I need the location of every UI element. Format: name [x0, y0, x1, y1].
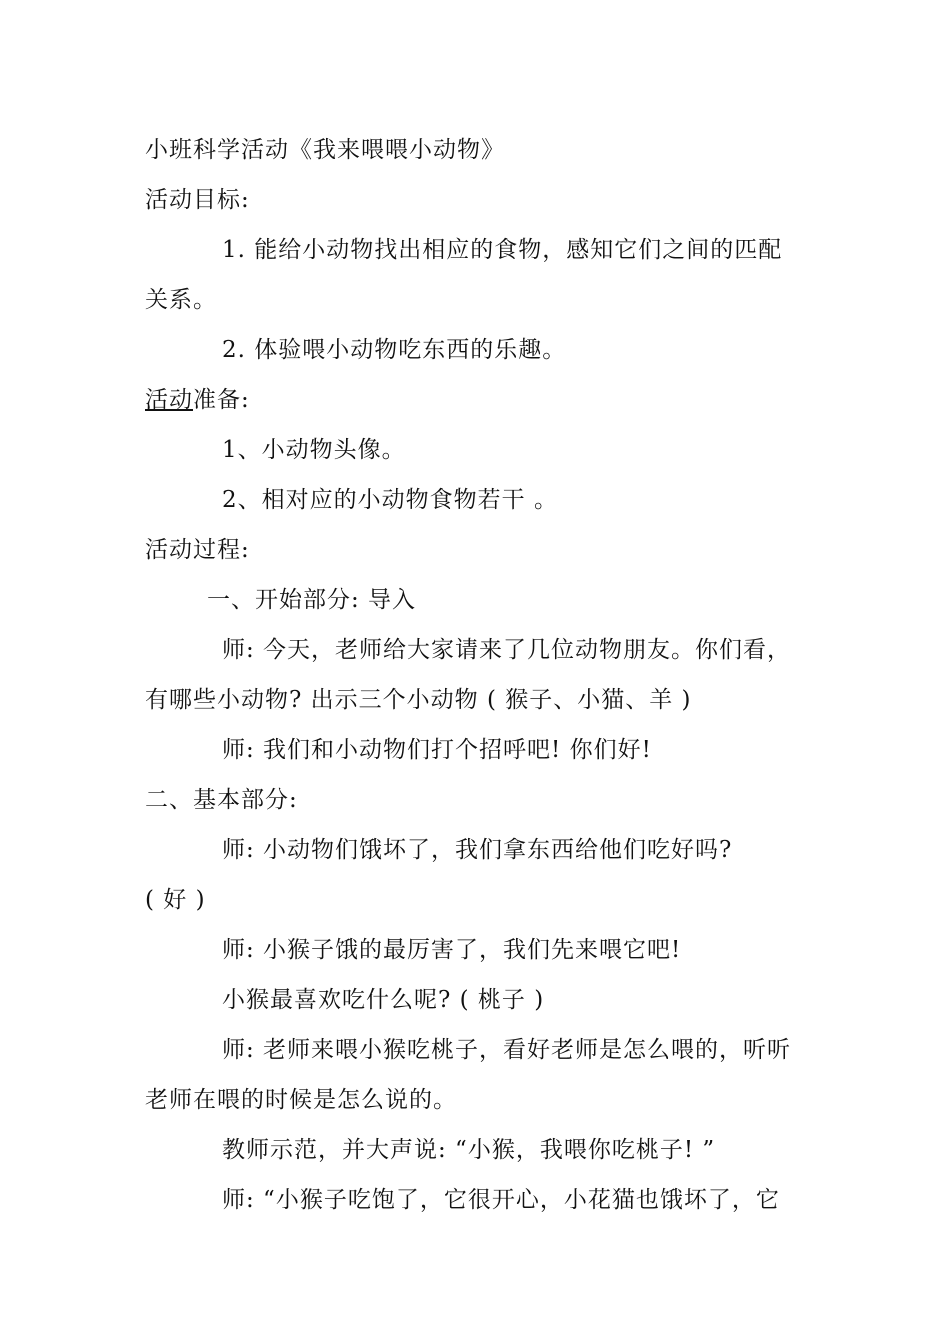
paragraph-5: 小猴最喜欢吃什么呢? ( 桃子 )	[222, 987, 545, 1013]
paragraph-8: 师: “小猴子吃饱了，它很开心，小花猫也饿坏了，它	[222, 1187, 780, 1213]
prep-heading	[145, 375, 810, 425]
paragraph-2: 师: 我们和小动物们打个招呼吧! 你们好!	[222, 737, 652, 763]
goal-1-line-1: 1. 能给小动物找出相应的食物，感知它们之间的匹配	[222, 237, 783, 263]
paragraph-3-line-1: 师: 小动物们饿坏了，我们拿东西给他们吃好吗?	[222, 837, 733, 863]
paragraph-7: 教师示范，并大声说: “小猴，我喂你吃桃子! ”	[222, 1137, 716, 1163]
paragraph-1-line-1: 师: 今天，老师给大家请来了几位动物朋友。你们看，	[222, 637, 792, 663]
paragraph-6-line-1: 师: 老师来喂小猴吃桃子，看好老师是怎么喂的，听听	[222, 1037, 792, 1063]
paragraph-3-line-2: ( 好 )	[145, 887, 206, 913]
prep-heading-rest: 准备:	[193, 387, 250, 413]
part-1-heading: 一、开始部分: 导入	[207, 587, 417, 613]
document-title: 小班科学活动《我来喂喂小动物》	[145, 137, 505, 163]
goal-2: 2. 体验喂小动物吃东西的乐趣。	[222, 337, 567, 363]
paragraph-6-line-2: 老师在喂的时候是怎么说的。	[145, 1087, 457, 1113]
prep-item-1: 1、小动物头像。	[222, 437, 406, 463]
process-heading: 活动过程:	[145, 537, 250, 563]
goal-1-line-2: 关系。	[145, 287, 217, 313]
paragraph-4: 师: 小猴子饿的最厉害了，我们先来喂它吧!	[222, 937, 682, 963]
prep-heading-underlined: 活动	[145, 387, 193, 413]
paragraph-1-line-2: 有哪些小动物? 出示三个小动物 ( 猴子、小猫、羊 )	[145, 687, 692, 713]
goals-heading: 活动目标:	[145, 187, 250, 213]
part-2-heading: 二、基本部分:	[145, 787, 298, 813]
prep-item-2: 2、相对应的小动物食物若干 。	[222, 487, 558, 513]
document-body	[145, 125, 810, 1225]
